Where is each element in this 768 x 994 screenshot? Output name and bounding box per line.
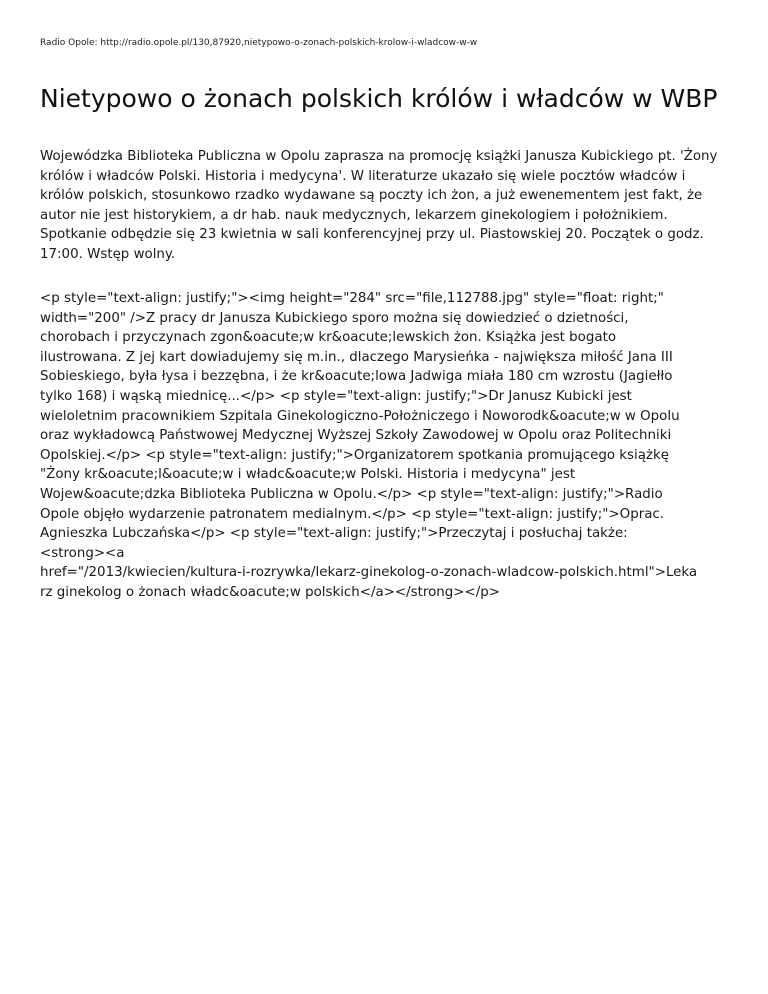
body-line: <strong><a	[40, 545, 125, 561]
body-line: wieloletnim pracownikiem Szpitala Ginekologiczno-Położniczego i Noworodk&oacute;w w Opolu	[40, 408, 680, 424]
intro-paragraph: Wojewódzka Biblioteka Publiczna w Opolu zaprasza na promocję książki Janusza Kubickiego pt. 'Żony królów i władców Polski. Historia i medycyna'. W literaturze ukazało się wiele pocztów władców i królów polskich, stosunkowo rzadko wydawane są poczty ich żon, a już ewenementem jest fakt, że autor nie jest historykiem, a dr hab. nauk medycznych, lekarzem ginekologiem i położnikiem. Spotkanie odbędzie się 23 kwietnia w sali konferencyjnej przy ul. Piastowskiej 20. Początek o godz. 17:00. Wstęp wolny.	[40, 149, 718, 262]
raw-html-body	[40, 289, 730, 603]
body-line: tylko 168) i wąską miednicę...</p> <p style="text-align: justify;">Dr Janusz Kubicki jest	[40, 388, 632, 404]
body-line: Agnieszka Lubczańska</p> <p style="text-align: justify;">Przeczytaj i posłuchaj także:	[40, 526, 628, 542]
body-line: "Żony kr&oacute;l&oacute;w i władc&oacute;w Polski. Historia i medycyna" jest	[40, 467, 576, 483]
body-line: ilustrowana. Z jej kart dowiadujemy się m.in., dlaczego Marysieńka - największa miłość Jana III	[40, 349, 673, 365]
article-title: Nietypowo o żonach polskich królów i władców w WBP	[40, 84, 718, 113]
body-line: chorobach i przyczynach zgon&oacute;w kr&oacute;lewskich żon. Książka jest bogato	[40, 330, 617, 346]
body-line: Wojew&oacute;dzka Biblioteka Publiczna w Opolu.</p> <p style="text-align: justify;">Radio	[40, 486, 663, 502]
body-line: Opolskiej.</p> <p style="text-align: justify;">Organizatorem spotkania promującego książkę	[40, 447, 669, 463]
body-line: oraz wykładowcą Państwowej Medycznej Wyższej Szkoły Zawodowej w Opolu oraz Politechniki	[40, 428, 672, 444]
body-line: Sobieskiego, była łysa i bezzębna, i że kr&oacute;lowa Jadwiga miała 180 cm wzrostu (Jagiełło	[40, 369, 673, 385]
body-line: rz ginekolog o żonach władc&oacute;w polskich</a></strong></p>	[40, 584, 500, 600]
body-line: Opole objęło wydarzenie patronatem medialnym.</p> <p style="text-align: justify;">Oprac.	[40, 506, 665, 522]
body-line: href="/2013/kwiecien/kultura-i-rozrywka/lekarz-ginekolog-o-zonach-wladcow-polskich.html">Leka	[40, 565, 698, 581]
source-url: Radio Opole: http://radio.opole.pl/130,87920,nietypowo-o-zonach-polskich-krolow-i-wladcow-w-w	[40, 38, 478, 48]
body-line: width="200" />Z pracy dr Janusza Kubickiego sporo można się dowiedzieć o dzietności,	[40, 310, 629, 326]
body-line: <p style="text-align: justify;"><img height="284" src="file,112788.jpg" style="float: right;"	[40, 291, 664, 306]
